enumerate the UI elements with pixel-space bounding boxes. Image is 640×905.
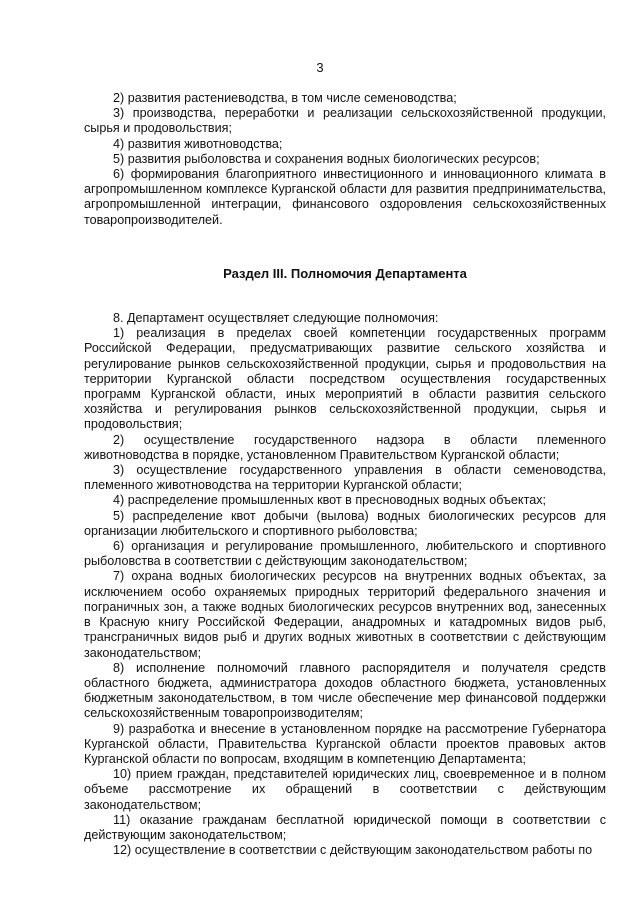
- power-item: 7) охрана водных биологических ресурсов на внутренних водных объектах, за исключением особо охраняемых природных территорий федерального значения и пограничных зон, а также водных биологических ресурсов внутренних вод, занесенных в Красную книгу Российской Федерации, анадромных и катадромных видов рыб, трансграничных видов рыб и других водных животных в соответствии с действующим законодательством;: [84, 569, 606, 660]
- intro-item: 6) формирования благоприятного инвестиционного и инновационного климата в агропромышленном комплексе Курганской области для развития предпринимательства, агропромышленной интеграции, финансового оздоровления сельскохозяйственных товаропроизводителей.: [84, 167, 606, 227]
- intro-item: 5) развития рыболовства и сохранения водных биологических ресурсов;: [113, 151, 540, 166]
- page-number: 3: [316, 60, 324, 75]
- power-item: 5) распределение квот добычи (вылова) водных биологических ресурсов для организации любительского и спортивного рыболовства;: [84, 508, 606, 538]
- power-item: 1) реализация в пределах своей компетенции государственных программ Российской Федерации, предусматривающих развитие сельского хозяйства и регулирование рынков сельскохозяйственной продукции, сырья и продовольствия на территории Курганской области посредством осуществления государственных программ Курганской области, иных мероприятий в области развития сельского хозяйства и регулирования рынков сельскохозяйственной продукции, сырья и продовольствия;: [84, 326, 606, 432]
- document-body: [84, 91, 606, 858]
- power-item: 10) прием граждан, представителей юридических лиц, своевременное и в полном объеме рассмотрение их обращений в соответствии с действующим законодательством;: [84, 767, 606, 812]
- powers-intro: 8. Департамент осуществляет следующие полномочия:: [113, 311, 439, 326]
- power-item: 3) осуществление государственного управления в области семеноводства, племенного животноводства на территории Курганской области;: [84, 463, 606, 493]
- intro-item: 2) развития растениеводства, в том числе семеноводства;: [113, 91, 457, 105]
- power-item: 2) осуществление государственного надзора в области племенного животноводства в порядке, установленном Правительством Курганской области;: [84, 432, 606, 462]
- power-item: 9) разработка и внесение в установленном порядке на рассмотрение Губернатора Курганской области, Правительства Курганской области проектов правовых актов Курганской области по вопросам, входящим в компетенцию Департамента;: [84, 721, 606, 766]
- power-item: 11) оказание гражданам бесплатной юридической помощи в соответствии с действующим законодательством;: [84, 812, 606, 842]
- power-item: 6) организация и регулирование промышленного, любительского и спортивного рыболовства в соответствии с действующим законодательством;: [84, 539, 606, 569]
- intro-item: 4) развития животноводства;: [113, 136, 283, 151]
- power-item: 12) осуществление в соответствии с действующим законодательством работы по: [113, 843, 593, 858]
- power-item: 8) исполнение полномочий главного распорядителя и получателя средств областного бюджета, администратора доходов областного бюджета, установленных бюджетным законодательством, в том числе обеспечение мер финансовой поддержки сельскохозяйственным товаропроизводителям;: [84, 660, 606, 721]
- power-item: 4) распределение промышленных квот в пресноводных водных объектах;: [113, 493, 547, 508]
- intro-item: 3) производства, переработки и реализации сельскохозяйственной продукции, сырья и продовольствия;: [84, 106, 606, 136]
- section-heading: Раздел III. Полномочия Департамента: [223, 265, 467, 281]
